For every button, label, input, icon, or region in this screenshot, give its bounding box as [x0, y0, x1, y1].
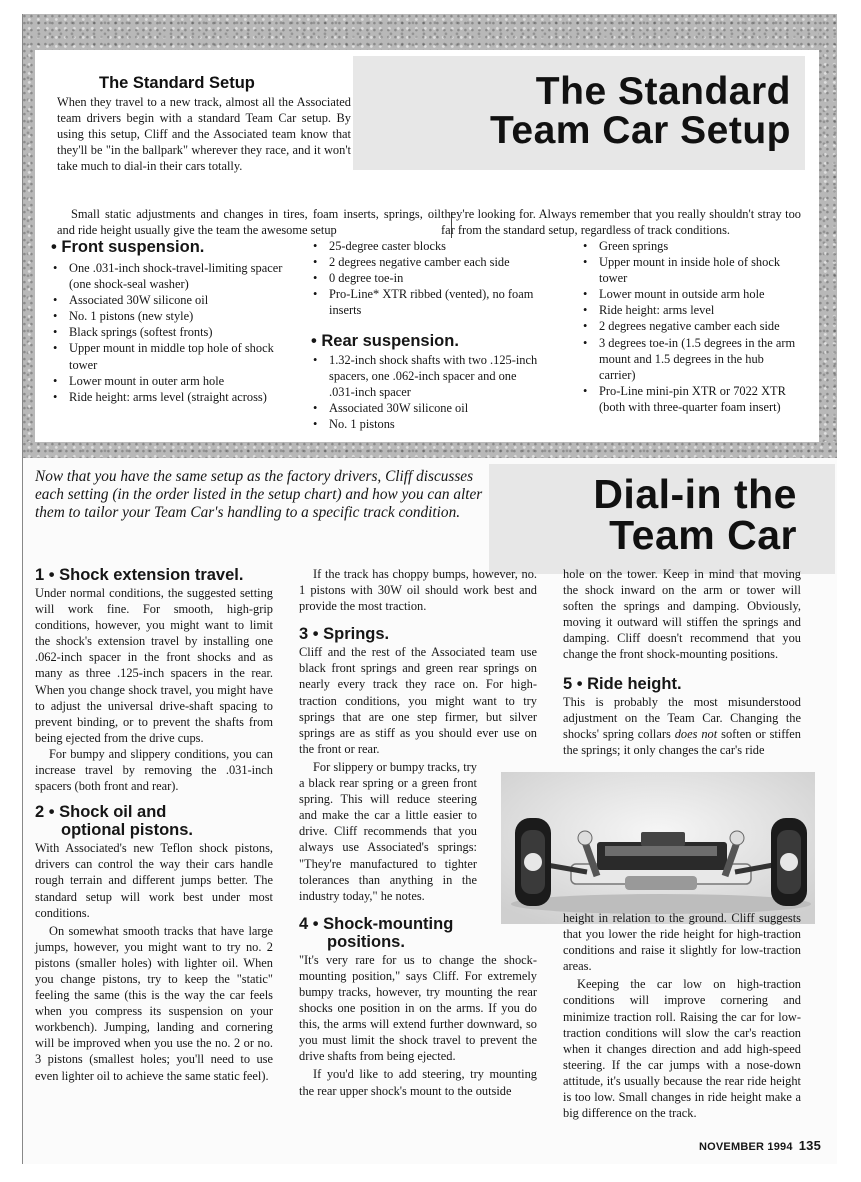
section-2-heading-line-1: 2 • Shock oil and	[35, 803, 167, 822]
front-suspension-item: • No. 1 pistons (new style)	[53, 308, 289, 324]
section-4-heading-line-1: 4 • Shock-mounting	[299, 914, 454, 933]
section-2-heading	[35, 803, 273, 839]
rear-suspension-item: • Green springs	[583, 238, 801, 254]
setup-page-title	[353, 72, 791, 150]
rear-suspension-item: • Associated 30W silicone oil	[313, 400, 545, 416]
dial-title-line-2: Team Car	[609, 512, 797, 558]
texture-band-right	[819, 14, 837, 444]
front-suspension-list-cont	[313, 238, 545, 318]
section-3-para-1: Cliff and the rest of the Associated team use black front springs and green rear springs on nearly every track they race on. For high-traction conditions, you might want to try springs that are one step firmer, but silver springs are as stiff as you should ever use on the front or rear.	[299, 645, 537, 756]
section-1-heading: 1 • Shock extension travel.	[35, 566, 244, 584]
front-suspension-item: • 0 degree toe-in	[313, 270, 545, 286]
dial-title-line-1: Dial-in the	[593, 471, 797, 517]
page-footer	[699, 1138, 821, 1153]
page-number: 135	[798, 1138, 821, 1153]
section-1-para-2: For bumpy and slippery conditions, you can increase travel by removing the .031-inch spacers (both front and rear).	[35, 746, 273, 794]
texture-band-left	[23, 14, 35, 444]
rear-suspension-item: • 2 degrees negative camber each side	[583, 318, 801, 334]
section-2-para-3: If the track has choppy bumps, however, no. 1 pistons with 30W oil should work best and provide the most traction.	[299, 567, 537, 614]
section-5-para-2: height in relation to the ground. Cliff suggests that you lower the ride height for high-traction conditions and raise it slightly for low-traction areas.	[563, 911, 801, 974]
rear-suspension-item: • Pro-Line mini-pin XTR or 7022 XTR (both with three-quarter foam insert)	[583, 383, 801, 415]
rear-suspension-item: • Lower mount in outside arm hole	[583, 286, 801, 302]
front-suspension-item: • Pro-Line* XTR ribbed (vented), no foam inserts	[313, 286, 545, 318]
article-column-3-cont	[563, 910, 801, 1121]
issue-date: NOVEMBER 1994	[699, 1141, 793, 1153]
rear-suspension-item: • Upper mount in inside hole of shock tower	[583, 254, 801, 286]
front-suspension-item: • Upper mount in middle top hole of shock tower	[53, 340, 289, 372]
section-2-para-2: On somewhat smooth tracks that have large jumps, however, you might want to try no. 2 pistons (smaller holes) with lighter oil. When you change pistons, try to keep the "static" feeling the same (this is the way the car feels when you compress its suspension on your workbench). Jumping, landing and cornering will be improved when you use the no. 2 or no. 3 pistons (smallest holes; you'll need to use even lighter oil to achieve the same static feel).	[35, 923, 273, 1083]
rear-suspension-list-cont	[583, 238, 801, 415]
front-suspension-item: • One .031-inch shock-travel-limiting spacer (one shock-seal washer)	[53, 260, 289, 292]
setup-title-line-1: The Standard	[535, 70, 791, 113]
team-car-photo	[501, 772, 815, 924]
front-suspension-item: • 25-degree caster blocks	[313, 238, 545, 254]
rear-suspension-item: • 1.32-inch shock shafts with two .125-inch spacers, one .062-inch spacer and one .031-inch spacer	[313, 352, 545, 400]
rear-suspension-heading: • Rear suspension.	[311, 332, 459, 350]
section-1-para-1: Under normal conditions, the suggested setting will work fine. For smooth, high-grip conditions, however, you might want to limit the shock's extension travel by installing one .062-inch spacer in the front shocks and as many as three .125-inch spacers in the rear. When you change shock travel, you might have to adjust the universal drive-shaft spacing to prevent binding, or to prevent the shafts from being ejected from the drive cups.	[35, 586, 273, 745]
section-2-para-1: With Associated's new Teflon shock pistons, drivers can control the way their cars handle rough terrain and different jumps better. The standard setup will work best under most conditions.	[35, 841, 273, 920]
section-3-para-2: For slippery or bumpy tracks, try a black rear spring or a green front spring. This will reduce steering and make the car a little easier to drive. Cliff recommends that you always use Associated's springs: "They're manufactured to tighter tolerances than anything in the industry today," he notes.	[299, 759, 477, 903]
setup-intro-paragraph	[57, 94, 351, 174]
front-suspension-item: • Black springs (softest fronts)	[53, 324, 289, 340]
setup-para-1: When they travel to a new track, almost all the Associated team drivers begin with a standard Team Car setup. By using this setup, Cliff and the Associated team know that they'll be "in the ballpark" wherever they race, and it won't take much to dial-in their cars totally.	[57, 95, 351, 174]
section-4-para-3: hole on the tower. Keep in mind that moving the shock inward on the arm or tower will soften the springs and damping. Obviously, moving it outward will stiffen the springs and damping. Cliff doesn't recommend that you change the front shock-mounting positions.	[563, 567, 801, 662]
section-5-para-1	[563, 694, 801, 758]
setup-title-line-2: Team Car Setup	[489, 109, 791, 152]
rear-suspension-item: • Ride height: arms level	[583, 302, 801, 318]
setup-para-2-left: Small static adjustments and changes in tires, foam inserts, springs, oil and ride height usually give the team the awesome setup	[57, 207, 441, 238]
rear-suspension-item: • 3 degrees toe-in (1.5 degrees in the arm mount and 1.5 degrees in the hub carrier)	[583, 335, 801, 383]
setup-para-2-right: they're looking for. Always remember that you really shouldn't stray too far from the standard setup, regardless of track conditions.	[441, 207, 801, 238]
magazine-page	[22, 14, 837, 1164]
section-5-emphasis: does not	[674, 726, 718, 741]
rear-suspension-item: • No. 1 pistons	[313, 416, 545, 432]
front-suspension-list	[53, 260, 289, 405]
texture-band-top	[23, 14, 837, 50]
front-suspension-heading: • Front suspension.	[51, 238, 205, 256]
section-5-para-1-b: soften or stiffen the springs; it only changes the car's ride	[563, 726, 801, 757]
article-column-3	[563, 566, 801, 758]
dial-in-intro: Now that you have the same setup as the factory drivers, Cliff discusses each setting (in the order listed in the setup chart) and how you can alter them to tailor your Team Car's handling to a specific track condition.	[35, 468, 483, 522]
front-suspension-item: • Associated 30W silicone oil	[53, 292, 289, 308]
section-3-heading: 3 • Springs.	[299, 625, 390, 644]
rear-suspension-list	[313, 352, 545, 432]
section-4-para-2: If you'd like to add steering, try mounting the rear upper shock's mount to the outside	[299, 1067, 537, 1098]
front-suspension-item: • Ride height: arms level (straight across)	[53, 389, 289, 405]
article-column-1	[35, 566, 273, 1084]
team-car-illustration	[501, 772, 815, 924]
section-5-para-1-a: This is probably the most misunderstood adjustment on the Team Car. Changing the shocks' spring collars	[563, 694, 801, 741]
section-4-heading-line-2: positions.	[327, 932, 405, 951]
section-2-heading-line-2: optional pistons.	[61, 821, 193, 840]
section-5-para-3: Keeping the car low on high-traction conditions will improve cornering and minimize traction roll. Raising the car for low-traction conditions will slow the car's reaction when it changes direction and add high-speed steering. If the car jumps with a nose-down attitude, it's usually because the rear ride height is too low. Small changes in ride height make a big difference on the track.	[563, 977, 801, 1121]
texture-band-divider	[23, 442, 837, 458]
dial-in-page-title	[493, 471, 797, 558]
section-4-para-1: "It's very rare for us to change the shock-mounting position," says Cliff. For extremely bumpy tracks, however, try mounting the rear shocks one position in on the arms. If you do this, the arms will extend further downward, so you must limit the shock travel to prevent the drive shafts from being ejected.	[299, 952, 537, 1064]
front-suspension-item: • Lower mount in outer arm hole	[53, 373, 289, 389]
setup-box-heading: The Standard Setup	[99, 74, 255, 92]
front-suspension-item: • 2 degrees negative camber each side	[313, 254, 545, 270]
section-5-heading: 5 • Ride height.	[563, 674, 682, 693]
